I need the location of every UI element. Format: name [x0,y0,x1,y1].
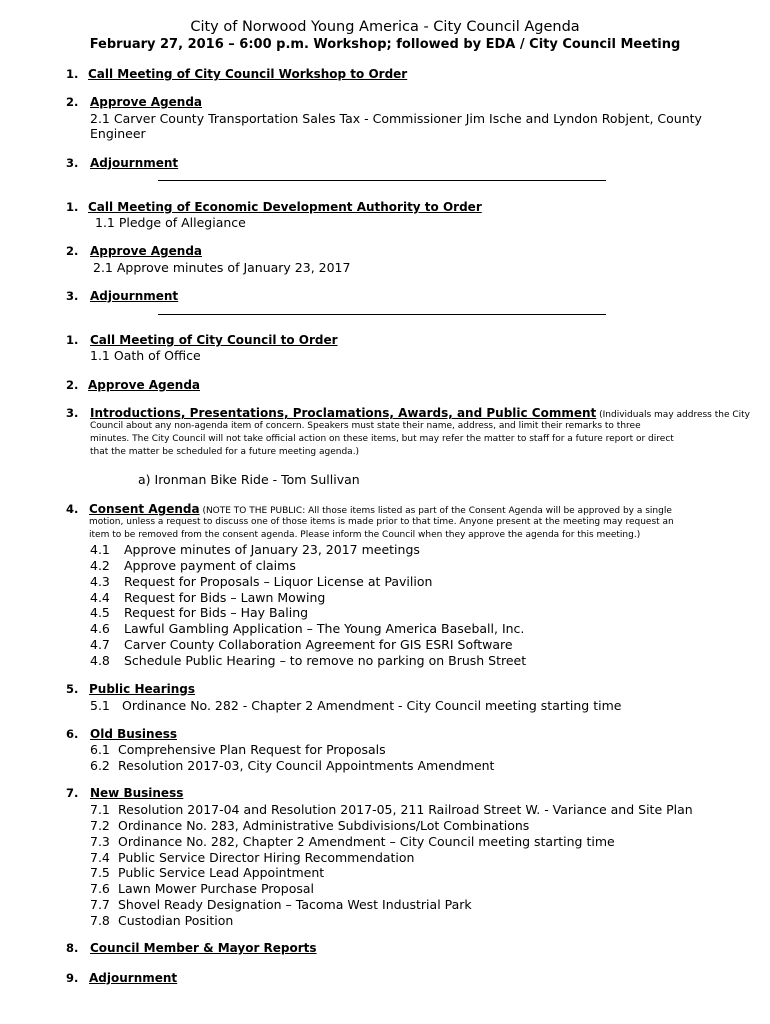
old-business-heading: Old Business [90,727,177,741]
list-item [90,818,529,833]
section-divider [158,180,606,181]
item-number: 3. [66,289,79,303]
list-item [90,897,472,912]
list-item [90,653,526,668]
list-item-text: Approve minutes of January 23, 2017 meetings [124,542,420,557]
public-hearings-heading: Public Hearings [89,682,196,696]
list-item-number: 7.5 [90,865,110,880]
consent-note: item to be removed from the consent agenda. Please inform the Council when they approve the agenda for this meeting.) [89,530,641,540]
eda-item-1-1: 1.1 Pledge of Allegiance [95,215,246,230]
list-item-text: Public Service Lead Appointment [118,865,325,880]
list-item-number: 5.1 [90,698,110,713]
eda-adjourn-heading: Adjournment [90,289,179,303]
item-number: 5. [66,682,79,696]
list-item-text: Ordinance No. 283, Administrative Subdivisions/Lot Combinations [118,818,530,833]
item-number: 2. [66,244,79,258]
council-approve-heading: Approve Agenda [88,378,201,392]
list-item-number: 4.2 [90,558,110,573]
list-item [90,605,308,620]
list-item-text: Request for Bids – Hay Baling [124,605,309,620]
council-item-1-1: 1.1 Oath of Office [90,348,201,363]
list-item-number: 6.1 [90,742,110,757]
item-number: 1. [66,200,79,214]
item-number: 1. [66,333,79,347]
item-number: 8. [66,941,79,955]
list-item-number: 7.8 [90,913,110,928]
consent-note: motion, unless a request to discuss one of those items is made prior to that time. Anyone present at the meeting may request an [89,517,674,527]
list-item-number: 4.3 [90,574,110,589]
introductions-note: that the matter be scheduled for a future meeting agenda.) [90,447,360,457]
item-number: 9. [66,971,79,985]
list-item [90,802,693,817]
list-item-number: 4.1 [90,542,110,557]
list-item-number: 7.4 [90,850,110,865]
list-item-text: Approve payment of claims [124,558,296,573]
list-item-text: Public Service Director Hiring Recommendation [118,850,415,865]
agenda-title: City of Norwood Young America - City Council Agenda [190,19,580,35]
workshop-approve-heading: Approve Agenda [90,95,203,109]
introductions-heading: Introductions, Presentations, Proclamations, Awards, and Public Comment [90,406,597,420]
workshop-item-2-1: 2.1 Carver County Transportation Sales Tax - Commissioner Jim Ische and Lyndon Robjent, County [90,111,702,126]
list-item [90,574,432,589]
list-item-number: 7.2 [90,818,110,833]
item-number: 3. [66,156,79,170]
list-item-text: Ordinance No. 282 - Chapter 2 Amendment - City Council meeting starting time [122,698,622,713]
eda-call-heading: Call Meeting of Economic Development Authority to Order [88,200,482,214]
new-business-heading: New Business [90,786,184,800]
reports-heading: Council Member & Mayor Reports [90,941,317,955]
list-item-number: 4.5 [90,605,110,620]
list-item [90,742,386,757]
list-item-text: Comprehensive Plan Request for Proposals [118,742,386,757]
list-item [90,558,296,573]
list-item-text: Lawful Gambling Application – The Young America Baseball, Inc. [124,621,525,636]
list-item [90,881,314,896]
list-item-number: 7.3 [90,834,110,849]
list-item-text: Resolution 2017-03, City Council Appointments Amendment [118,758,495,773]
list-item-number: 4.7 [90,637,110,652]
consent-note: (NOTE TO THE PUBLIC: All those items listed as part of the Consent Agenda will be approved by a single [199,506,672,516]
agenda-subtitle: February 27, 2016 – 6:00 p.m. Workshop; followed by EDA / City Council Meeting [89,37,681,52]
list-item-number: 6.2 [90,758,110,773]
list-item [90,834,615,849]
list-item [90,758,494,773]
list-item-number: 7.6 [90,881,110,896]
list-item-text: Custodian Position [118,913,234,928]
list-item [90,621,524,636]
list-item [90,542,420,557]
list-item-text: Carver County Collaboration Agreement for GIS ESRI Software [124,637,513,652]
council-call-heading: Call Meeting of City Council to Order [90,333,338,347]
introductions-note: minutes. The City Council will not take official action on these items, but may refer the matter to staff for a future report or direct [90,434,674,444]
list-item [90,865,324,880]
list-item-text: Shovel Ready Designation – Tacoma West Industrial Park [118,897,472,912]
list-item-text: Ordinance No. 282, Chapter 2 Amendment – City Council meeting starting time [118,834,615,849]
list-item-number: 4.4 [90,590,110,605]
consent-heading: Consent Agenda [89,502,200,516]
item-number: 7. [66,786,79,800]
list-item [90,850,414,865]
list-item-text: Request for Proposals – Liquor License at Pavilion [124,574,433,589]
list-item [90,637,513,652]
section-divider [158,314,606,315]
list-item-number: 7.7 [90,897,110,912]
item-number: 6. [66,727,79,741]
list-item-text: Resolution 2017-04 and Resolution 2017-05, 211 Railroad Street W. - Variance and Site Plan [118,802,693,817]
workshop-adjourn-heading: Adjournment [90,156,179,170]
item-number: 3. [66,406,79,420]
item-number: 1. [66,67,79,81]
item-number: 2. [66,378,79,392]
eda-item-2-1: 2.1 Approve minutes of January 23, 2017 [93,260,351,275]
list-item [90,590,325,605]
introductions-note: Council about any non-agenda item of concern. Speakers must state their name, address, and limit their remarks to three [90,421,641,431]
item-number: 2. [66,95,79,109]
workshop-item-2-1-cont: Engineer [90,126,146,141]
list-item-number: 4.6 [90,621,110,636]
list-item-text: Lawn Mower Purchase Proposal [118,881,314,896]
list-item [90,913,233,928]
introductions-note: (Individuals may address the City [596,410,750,420]
list-item-text: Schedule Public Hearing – to remove no parking on Brush Street [124,653,527,668]
list-item [90,698,621,713]
list-item-number: 4.8 [90,653,110,668]
council-adjourn-heading: Adjournment [89,971,178,985]
list-item-text: Request for Bids – Lawn Mowing [124,590,326,605]
eda-approve-heading: Approve Agenda [90,244,203,258]
workshop-call-heading: Call Meeting of City Council Workshop to Order [88,67,408,81]
list-item-number: 7.1 [90,802,110,817]
item-number: 4. [66,502,79,516]
introductions-item-a: a) Ironman Bike Ride - Tom Sullivan [138,472,360,487]
